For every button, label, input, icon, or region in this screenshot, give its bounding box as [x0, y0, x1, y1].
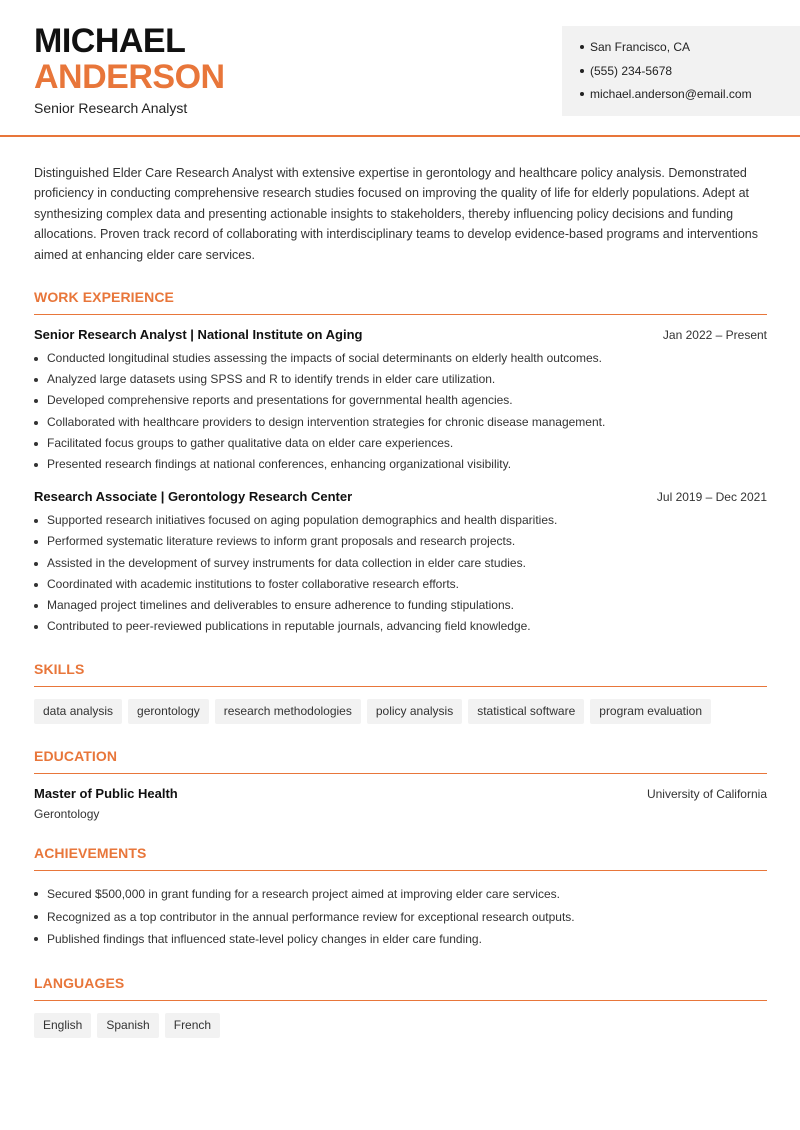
job-bullet: Analyzed large datasets using SPSS and R to identify trends in elder care utilization. — [34, 369, 767, 390]
achievement-item: Published findings that influenced state-level policy changes in elder care funding. — [34, 928, 767, 950]
contact-location: San Francisco, CA — [580, 39, 784, 63]
job-bullet: Managed project timelines and deliverables to ensure adherence to funding stipulations. — [34, 595, 767, 616]
skill-tag: research methodologies — [215, 699, 361, 724]
contact-box — [562, 26, 800, 116]
first-name: MICHAEL — [34, 22, 186, 60]
achievement-item: Secured $500,000 in grant funding for a research project aimed at improving elder care services. — [34, 883, 767, 905]
skill-tag: statistical software — [468, 699, 584, 724]
last-name: ANDERSON — [34, 58, 225, 96]
job-role: Senior Research Analyst | National Institute on Aging — [34, 327, 363, 343]
section-title-languages: LANGUAGES — [34, 975, 767, 1001]
job-bullet: Collaborated with healthcare providers to design intervention strategies for chronic disease management. — [34, 412, 767, 433]
achievement-item: Recognized as a top contributor in the annual performance review for exceptional research outputs. — [34, 906, 767, 928]
job-bullet: Conducted longitudinal studies assessing the impacts of social determinants on elderly health outcomes. — [34, 348, 767, 369]
section-title-work: WORK EXPERIENCE — [34, 289, 767, 315]
section-title-education: EDUCATION — [34, 748, 767, 774]
job-bullet: Assisted in the development of survey instruments for data collection in elder care studies. — [34, 553, 767, 574]
achievements-list — [34, 883, 767, 950]
skills-list — [34, 699, 767, 724]
skill-tag: gerontology — [128, 699, 209, 724]
skill-tag: data analysis — [34, 699, 122, 724]
language-tag: English — [34, 1013, 91, 1038]
job-bullet: Supported research initiatives focused on aging population demographics and health disparities. — [34, 510, 767, 531]
job-bullet: Presented research findings at national conferences, enhancing organizational visibility. — [34, 454, 767, 475]
languages-list — [34, 1013, 767, 1038]
skill-tag: policy analysis — [367, 699, 462, 724]
job-bullet: Coordinated with academic institutions to foster collaborative research efforts. — [34, 574, 767, 595]
resume-header — [0, 0, 800, 137]
edu-degree: Master of Public Health — [34, 786, 178, 802]
job-role: Research Associate | Gerontology Research Center — [34, 489, 353, 505]
job-entry — [34, 489, 767, 637]
edu-school: University of California — [646, 787, 767, 802]
job-bullet: Facilitated focus groups to gather qualitative data on elder care experiences. — [34, 433, 767, 454]
edu-field: Gerontology — [34, 807, 100, 822]
section-title-skills: SKILLS — [34, 661, 767, 687]
resume-body — [34, 163, 767, 1038]
job-date: Jan 2022 – Present — [662, 328, 767, 343]
job-bullet: Contributed to peer-reviewed publications in reputable journals, advancing field knowledge. — [34, 616, 767, 637]
summary: Distinguished Elder Care Research Analyst with extensive expertise in gerontology and healthcare policy analysis. Demonstrated proficiency in conducting comprehensive research studies focused on improving the quality of life for elderly populations. Adept at synthesizing complex data and presenting actionable insights to stakeholders, thereby influencing policy decisions and funding allocations. Proven track record of collaborating with interdisciplinary teams to develop evidence-based programs and interventions aimed at enhancing elder care services. — [34, 166, 758, 262]
language-tag: Spanish — [97, 1013, 158, 1038]
language-tag: French — [165, 1013, 220, 1038]
candidate-name — [34, 24, 225, 94]
job-title: Senior Research Analyst — [34, 100, 188, 116]
skill-tag: program evaluation — [590, 699, 711, 724]
job-date: Jul 2019 – Dec 2021 — [656, 490, 767, 505]
job-entry — [34, 327, 767, 475]
job-bullet: Performed systematic literature reviews to inform grant proposals and research projects. — [34, 531, 767, 552]
section-title-achievements: ACHIEVEMENTS — [34, 845, 767, 871]
contact-phone: (555) 234-5678 — [580, 63, 784, 87]
education-entry — [34, 786, 767, 821]
job-bullet: Developed comprehensive reports and presentations for governmental health agencies. — [34, 390, 767, 411]
contact-email: michael.anderson@email.com — [580, 86, 784, 110]
